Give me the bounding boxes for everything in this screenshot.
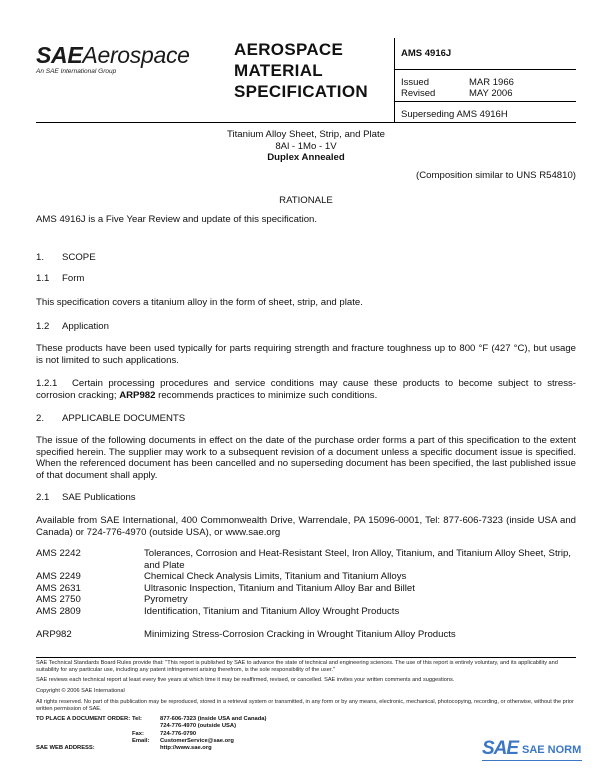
superseding-note: Superseding AMS 4916H <box>401 109 508 120</box>
reference-code: AMS 2631 <box>36 582 81 594</box>
document-type-title <box>234 39 368 102</box>
footer-rights-text: All rights reserved. No part of this publication may be reproduced, stored in a retrieval system or transmitted, in any form or by any means, electronic, mechanical, photocopying, recording, or otherwise, without the prior written permission of SAE. <box>36 699 574 712</box>
reference-list <box>36 548 576 641</box>
revised-label: Revised <box>401 88 436 99</box>
reference-row <box>36 548 576 571</box>
reference-title: Identification, Titanium and Titanium Alloy Wrought Products <box>144 605 400 617</box>
rationale-text: AMS 4916J is a Five Year Review and update of this specification. <box>36 214 318 225</box>
subject-line-3: Duplex Annealed <box>267 152 345 163</box>
footer-rules-text: SAE Technical Standards Board Rules provide that: "This report is published by SAE to advance the state of technical and engineering sciences. The use of this report is entirely voluntary, and its applicability and suitability for any particular use, including any patent infringement arising therefrom, is the sole responsibility of the user." <box>36 660 558 673</box>
section-2-text: The issue of the following documents in effect on the date of the purchase order forms a part of this specification to the extent specified herein. The supplier may work to a subsequent revision of a document unless a specific document issue is specified. When the referenced document has been cancelled and no superseding document has been specified, the last published issue of that document shall apply. <box>36 435 576 481</box>
tel2-value: 724-776-4970 (outside USA) <box>160 723 237 730</box>
section-1-2-1-text-b: recommends practices to minimize such conditions. <box>158 389 378 401</box>
document-subject <box>36 129 576 164</box>
order-label: TO PLACE A DOCUMENT ORDER: <box>36 716 131 722</box>
reference-row <box>36 629 576 641</box>
subject-line-2: 8Al - 1Mo - 1V <box>275 140 337 152</box>
footer-review-text: SAE reviews each technical report at least every five years at which time it may be reaffirmed, revised, or cancelled. SAE invites your written comments and suggestions. <box>36 677 455 683</box>
title-line-3: SPECIFICATION <box>234 82 368 101</box>
reference-title: Chemical Check Analysis Limits, Titanium and Titanium Alloys <box>144 571 407 582</box>
section-1-2-1-ref: ARP982 <box>119 389 156 401</box>
document-number: AMS 4916J <box>401 48 452 59</box>
section-1-2-text: These products have been used typically for parts requiring strength and fracture toughness up to 800 °F (427 °C), but usage is not limited to such applications. <box>36 343 576 366</box>
reference-row <box>36 583 576 595</box>
order-contact-block <box>36 716 266 752</box>
header-divider <box>394 38 395 122</box>
web-address-link[interactable]: http://www.sae.org <box>160 745 212 752</box>
subject-line-1: Titanium Alloy Sheet, Strip, and Plate <box>226 129 386 140</box>
section-1-2-1-text-a: Certain processing procedures and service conditions may cause these products to become subject to stress-corrosion cracking; <box>36 378 576 401</box>
section-1-2-heading: 1.2 Application <box>36 321 109 332</box>
reference-code: ARP982 <box>36 629 72 640</box>
sae-norm-watermark <box>482 738 582 768</box>
logo-sae-text: SAE <box>36 42 83 68</box>
reference-row <box>36 571 576 583</box>
revision-table <box>401 77 514 99</box>
reference-code: AMS 2249 <box>36 571 81 582</box>
composition-note: (Composition similar to UNS R54810) <box>416 170 576 181</box>
watermark-brand: SAE <box>482 738 519 759</box>
email-label: Email: <box>132 737 150 744</box>
footer-rule <box>36 657 576 658</box>
header-rule-1 <box>394 69 576 70</box>
reference-title: Pyrometry <box>144 594 188 605</box>
fax-label: Fax: <box>132 730 144 737</box>
tel-label: Tel: <box>132 716 142 722</box>
watermark-text: SAE NORM <box>522 744 582 756</box>
section-applicable-heading: 2. APPLICABLE DOCUMENTS <box>36 413 186 424</box>
reference-title: Minimizing Stress-Corrosion Cracking in Wrought Titanium Alloy Products <box>144 629 456 640</box>
section-2-1-heading: 2.1 SAE Publications <box>36 492 136 503</box>
reference-title: Ultrasonic Inspection, Titanium and Titanium Alloy Bar and Billet <box>144 582 415 594</box>
section-1-2-1-num: 1.2.1 <box>36 378 58 389</box>
logo-aerospace-text: Aerospace <box>82 42 190 68</box>
revised-date: MAY 2006 <box>469 88 513 99</box>
issued-date: MAR 1966 <box>469 77 514 88</box>
section-1-1-heading: 1.1 Form <box>36 273 85 284</box>
rationale-heading: RATIONALE <box>279 195 333 206</box>
reference-code: AMS 2750 <box>36 594 81 605</box>
title-line-1: AEROSPACE <box>234 40 344 59</box>
document-header <box>36 36 576 122</box>
header-rule-2 <box>394 101 576 102</box>
issued-label: Issued <box>401 77 429 88</box>
sae-aerospace-logo <box>36 42 190 75</box>
title-line-2: MATERIAL <box>234 61 323 80</box>
section-1-2-1 <box>36 378 576 401</box>
fax-value: 724-776-0790 <box>160 730 197 737</box>
reference-code: AMS 2809 <box>36 605 81 617</box>
reference-row <box>36 606 576 618</box>
logo-subtitle: An SAE International Group <box>36 68 117 75</box>
reference-title: Tolerances, Corrosion and Heat-Resistant Steel, Iron Alloy, Titanium, and Titanium Alloy Sheet, Strip, and Plate <box>144 548 571 571</box>
section-2-1-text: Available from SAE International, 400 Commonwealth Drive, Warrendale, PA 15096-0001, Tel: 877-606-7323 (inside USA and Canada) or 724-776-4970 (outside USA), or www.sae.org <box>36 515 576 538</box>
email-value[interactable]: CustomerService@sae.org <box>160 737 234 744</box>
watermark-stripe <box>482 760 582 761</box>
reference-row <box>36 594 576 606</box>
header-bottom-rule <box>36 122 576 123</box>
footer-copyright: Copyright © 2006 SAE International <box>36 688 125 694</box>
web-label: SAE WEB ADDRESS: <box>36 745 95 752</box>
reference-code: AMS 2242 <box>36 548 81 559</box>
section-1-1-text: This specification covers a titanium alloy in the form of sheet, strip, and plate. <box>36 297 363 308</box>
tel-value: 877-606-7323 (inside USA and Canada) <box>160 716 267 722</box>
section-scope-heading: 1. SCOPE <box>36 252 96 263</box>
